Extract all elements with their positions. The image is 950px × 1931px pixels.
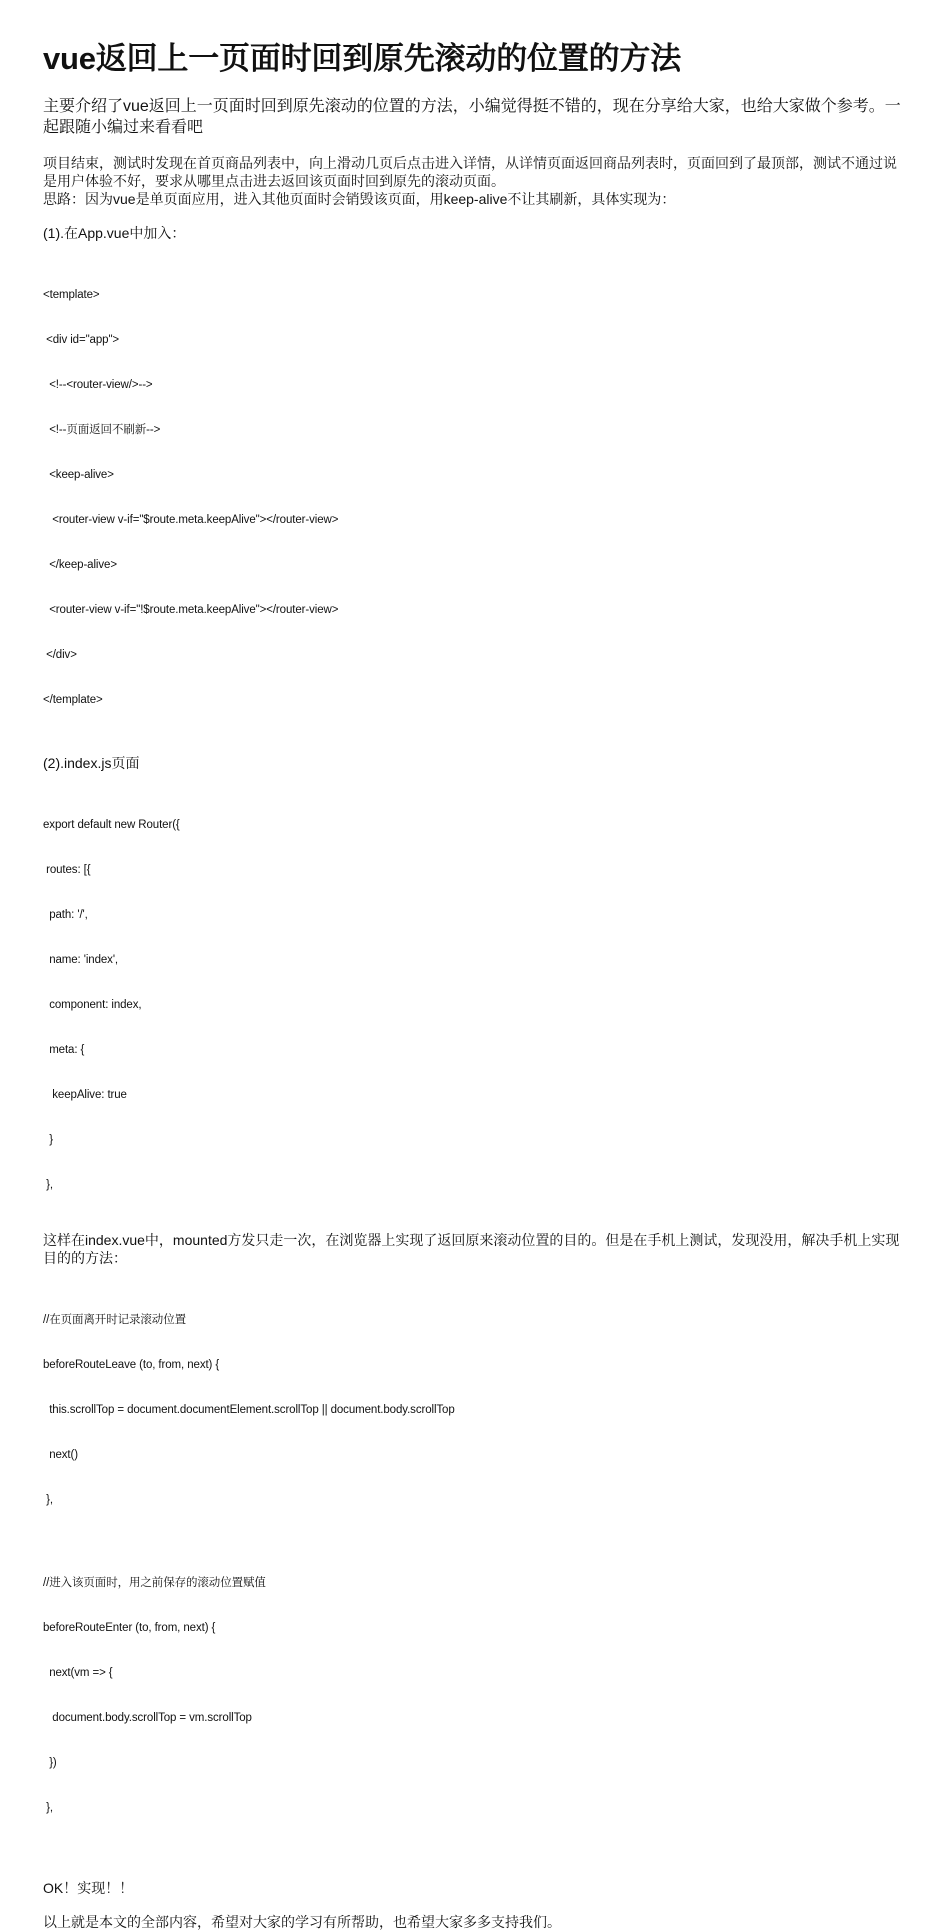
code-line: path: '/', [43, 909, 88, 921]
code-line: //在页面离开时记录滚动位置 [43, 1314, 186, 1326]
article-title: vue返回上一页面时回到原先滚动的位置的方法 [43, 41, 682, 76]
code-line: //进入该页面时，用之前保存的滚动位置赋值 [43, 1577, 266, 1589]
code-line: } [43, 1134, 53, 1146]
code-line: export default new Router({ [43, 819, 180, 831]
code-line: }, [43, 1494, 53, 1506]
code-line: </template> [43, 694, 103, 706]
code-line: beforeRouteLeave (to, from, next) { [43, 1359, 220, 1371]
code-line: name: 'index', [43, 954, 119, 966]
paragraph-problem: 项目结束，测试时发现在首页商品列表中，向上滑动几页后点击进入详情，从详情页面返回商品列表时，页面回到了最顶部，测试不通过说是用户体验不好，要求从哪里点击进去返回该页面时回到原先的滚动页面。 [43, 155, 897, 189]
closing-paragraph: 以上就是本文的全部内容，希望对大家的学习有所帮助，也希望大家多多支持我们。 [43, 1914, 561, 1930]
code-line: <router-view v-if="$route.meta.keepAlive"></router-view> [43, 514, 339, 526]
code-line: }) [43, 1757, 57, 1769]
code-line: document.body.scrollTop = vm.scrollTop [43, 1712, 252, 1724]
step-1-label: (1).在App.vue中加入： [43, 225, 186, 241]
code-block-route-enter [43, 1546, 903, 1846]
paragraph-approach: 思路：因为vue是单页面应用，进入其他页面时会销毁该页面，用keep-alive不让其刷新，具体实现为： [43, 191, 676, 207]
code-line: <!--页面返回不刷新--> [43, 424, 161, 436]
ok-line: OK！实现！！ [43, 1880, 134, 1896]
code-line: <router-view v-if="!$route.meta.keepAlive"></router-view> [43, 604, 339, 616]
code-line: <keep-alive> [43, 469, 114, 481]
code-block-app-vue [43, 258, 903, 738]
code-line: </div> [43, 649, 77, 661]
code-line: </keep-alive> [43, 559, 117, 571]
code-line: }, [43, 1802, 53, 1814]
code-block-index-js [43, 788, 903, 1223]
code-line: next() [43, 1449, 78, 1461]
code-line: <!--<router-view/>--> [43, 379, 153, 391]
step-2-label: (2).index.js页面 [43, 755, 140, 771]
code-line: }, [43, 1179, 53, 1191]
article-intro: 主要介绍了vue返回上一页面时回到原先滚动的位置的方法，小编觉得挺不错的，现在分享给大家，也给大家做个参考。一起跟随小编过来看看吧 [43, 98, 901, 136]
code-line: beforeRouteEnter (to, from, next) { [43, 1622, 216, 1634]
code-line: keepAlive: true [43, 1089, 127, 1101]
code-line: next(vm => { [43, 1667, 113, 1679]
code-line: <div id="app"> [43, 334, 120, 346]
article [43, 36, 903, 1931]
code-line: component: index, [43, 999, 142, 1011]
code-line: routes: [{ [43, 864, 91, 876]
code-line: meta: { [43, 1044, 85, 1056]
paragraph-mobile-issue: 这样在index.vue中，mounted方发只走一次，在浏览器上实现了返回原来滚动位置的目的。但是在手机上测试，发现没用，解决手机上实现目的的方法： [43, 1232, 900, 1266]
code-line: <template> [43, 289, 100, 301]
code-line: this.scrollTop = document.documentElement.scrollTop || document.body.scrollTop [43, 1404, 455, 1416]
code-block-route-leave [43, 1283, 903, 1538]
